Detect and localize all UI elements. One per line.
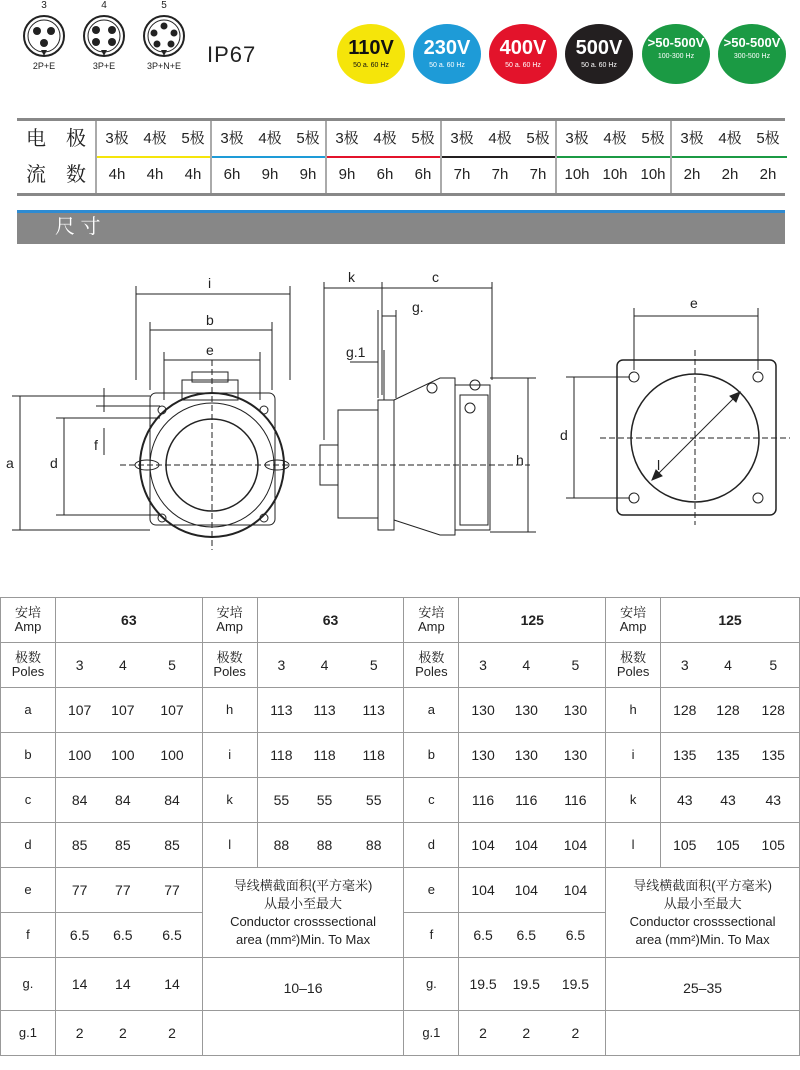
pole-num-cell: 5 — [546, 643, 606, 688]
poles-h2: 极 — [66, 128, 86, 150]
dim-letter-cell: l — [202, 823, 257, 868]
socket-3pin-icon — [22, 14, 66, 58]
dim-value-cell: 113 — [344, 688, 404, 733]
voltage-badge — [413, 24, 481, 84]
dim-value-cell: 130 — [507, 733, 546, 778]
dim-value-cell: 2 — [55, 1011, 103, 1056]
pole-cell: 4极 — [373, 130, 397, 147]
hours-cell: 6h — [414, 166, 432, 183]
dim-letter-cell: h — [202, 688, 257, 733]
voltage-hz: 50 a. 60 Hz — [581, 62, 617, 69]
dim-letter-cell: d — [404, 823, 459, 868]
dim-value-cell: 88 — [257, 823, 305, 868]
pole-num-cell: 3 — [459, 643, 507, 688]
label-b: b — [206, 312, 214, 328]
pole-cell: 4极 — [488, 130, 512, 147]
dim-value-cell: 130 — [546, 688, 606, 733]
note-en-2: area (mm²)Min. To Max — [235, 931, 371, 947]
dim-letter-cell: f — [404, 913, 459, 958]
pole-num-cell: 3 — [55, 643, 103, 688]
dim-value-cell: 14 — [142, 958, 202, 1011]
dim-value-cell: 130 — [507, 688, 546, 733]
label-k: k — [348, 269, 355, 285]
dim-letter-cell: l — [606, 823, 661, 868]
conductor-range-cell: 10–16 — [202, 958, 404, 1011]
note-en-1: Conductor crosssectional — [230, 913, 377, 929]
current-group — [440, 121, 557, 193]
table-row — [1, 688, 800, 733]
label-en: Poles — [415, 664, 448, 679]
dim-value-cell: 107 — [55, 688, 103, 733]
label-en: Poles — [213, 664, 246, 679]
dim-value-cell: 2 — [142, 1011, 202, 1056]
pin-config: 3P+E — [92, 61, 116, 71]
empty-cell — [606, 1011, 800, 1056]
pole-cell: 3极 — [105, 130, 129, 147]
label-cn: 极数 — [14, 650, 41, 665]
dim-value-cell: 130 — [546, 733, 606, 778]
pin-3-icon-group — [14, 0, 74, 71]
amp-value-cell: 63 — [55, 598, 202, 643]
hours-cell: 6h — [223, 166, 241, 183]
dim-value-cell: 128 — [747, 688, 799, 733]
dim-value-cell: 19.5 — [546, 958, 606, 1011]
dim-letter-cell: k — [606, 778, 661, 823]
dim-letter-cell: i — [202, 733, 257, 778]
amp-value-cell: 63 — [257, 598, 404, 643]
voltage-hz: 300-500 Hz — [733, 53, 771, 60]
current-group — [210, 121, 327, 193]
hours-cell: 9h — [299, 166, 317, 183]
table-row — [1, 958, 800, 1011]
amp-label-cell — [1, 598, 56, 643]
dim-value-cell: 100 — [55, 733, 103, 778]
dim-value-cell: 107 — [142, 688, 202, 733]
pin-config: 3P+N+E — [146, 61, 182, 71]
dimension-drawing — [0, 260, 800, 580]
dim-letter-cell: h — [606, 688, 661, 733]
dim-letter-cell: d — [1, 823, 56, 868]
note-cn-2: 从最小至最大 — [264, 895, 343, 911]
dim-letter-cell: c — [404, 778, 459, 823]
voltage-label: >50-500V — [647, 35, 705, 50]
dim-value-cell: 118 — [257, 733, 305, 778]
label-e-front: e — [206, 342, 214, 358]
dim-value-cell: 6.5 — [142, 913, 202, 958]
voltage-label: 230V — [423, 37, 471, 59]
voltage-hz: 50 a. 60 Hz — [429, 62, 465, 69]
dim-value-cell: 88 — [344, 823, 404, 868]
pole-num-cell: 4 — [103, 643, 142, 688]
dim-value-cell: 116 — [459, 778, 507, 823]
hours-cell: 4h — [108, 166, 126, 183]
hours-cell: 10h — [640, 166, 666, 183]
amp-value-cell: 125 — [661, 598, 800, 643]
hours-cell: 2h — [759, 166, 777, 183]
pin-5-icon-group — [134, 0, 194, 71]
pole-cell: 3极 — [450, 130, 474, 147]
voltage-label: 500V — [575, 37, 623, 59]
socket-5pin-icon — [142, 14, 186, 58]
hours-cell: 4h — [146, 166, 164, 183]
dim-value-cell: 84 — [55, 778, 103, 823]
current-h1b: 流 — [26, 164, 46, 186]
current-group — [95, 121, 212, 193]
pole-cell: 4极 — [258, 130, 282, 147]
table-row — [1, 823, 800, 868]
label-i: i — [208, 275, 212, 291]
label-cn: 极数 — [216, 650, 243, 665]
label-g: g. — [412, 299, 424, 315]
dim-value-cell: 118 — [305, 733, 344, 778]
dim-value-cell: 84 — [103, 778, 142, 823]
socket-4pin-icon — [82, 14, 126, 58]
dim-letter-cell: a — [404, 688, 459, 733]
pin-4-icon-group — [74, 0, 134, 71]
dim-value-cell: 100 — [142, 733, 202, 778]
label-en: Amp — [14, 619, 42, 634]
note-en-2: area (mm²)Min. To Max — [635, 931, 770, 947]
dim-value-cell: 6.5 — [55, 913, 103, 958]
dim-value-cell: 104 — [546, 823, 606, 868]
table-row — [1, 733, 800, 778]
pole-cell: 3极 — [565, 130, 589, 147]
amp-label-cell — [606, 598, 661, 643]
pole-num-cell: 5 — [747, 643, 799, 688]
dim-value-cell: 128 — [709, 688, 748, 733]
pin-count: 5 — [161, 0, 167, 11]
label-cn: 安培 — [418, 605, 445, 620]
note-cn-2: 从最小至最大 — [663, 895, 742, 911]
voltage-badge — [565, 24, 633, 84]
label-h: h — [516, 452, 524, 468]
pole-cell: 4极 — [718, 130, 742, 147]
note-cn-1: 导线横截面积(平方毫米) — [233, 877, 373, 893]
voltage-label: 110V — [348, 37, 394, 59]
voltage-badge — [642, 24, 710, 84]
voltage-hz: 50 a. 60 Hz — [505, 62, 541, 69]
table-row — [1, 778, 800, 823]
dim-value-cell: 113 — [257, 688, 305, 733]
hours-cell: 7h — [529, 166, 547, 183]
current-group — [555, 121, 672, 193]
label-a: a — [6, 455, 14, 471]
label-d-front: d — [50, 455, 58, 471]
dim-value-cell: 105 — [661, 823, 709, 868]
dim-value-cell: 77 — [142, 868, 202, 913]
amp-label-cell — [202, 598, 257, 643]
pole-num-cell: 4 — [709, 643, 748, 688]
poles-label-cell — [202, 643, 257, 688]
dim-value-cell: 85 — [103, 823, 142, 868]
pole-num-cell: 3 — [257, 643, 305, 688]
conductor-note-cell — [606, 868, 800, 958]
dim-letter-cell: f — [1, 913, 56, 958]
dimension-table — [0, 597, 800, 1056]
poles-header — [57, 121, 95, 193]
label-e-flange: e — [690, 295, 698, 311]
dim-value-cell: 55 — [344, 778, 404, 823]
pole-cell: 4极 — [143, 130, 167, 147]
dim-value-cell: 19.5 — [459, 958, 507, 1011]
hours-cell: 9h — [261, 166, 279, 183]
section-title: 尺 寸 — [55, 216, 101, 238]
amp-value-cell: 125 — [459, 598, 606, 643]
current-header — [17, 121, 55, 193]
label-en: Amp — [216, 619, 244, 634]
dim-value-cell: 135 — [709, 733, 748, 778]
dim-value-cell: 107 — [103, 688, 142, 733]
label-f: f — [94, 437, 98, 453]
dim-value-cell: 2 — [507, 1011, 546, 1056]
dim-letter-cell: b — [404, 733, 459, 778]
dim-value-cell: 85 — [55, 823, 103, 868]
dim-value-cell: 104 — [459, 823, 507, 868]
pole-num-cell: 3 — [661, 643, 709, 688]
poles-label-cell — [404, 643, 459, 688]
pin-count: 4 — [101, 0, 107, 11]
pole-cell: 5极 — [181, 130, 205, 147]
conductor-range-cell: 25–35 — [606, 958, 800, 1011]
dim-letter-cell: g.1 — [1, 1011, 56, 1056]
dim-value-cell: 116 — [546, 778, 606, 823]
label-cn: 极数 — [418, 650, 445, 665]
voltage-label: >50-500V — [723, 35, 781, 50]
pole-cell: 5极 — [411, 130, 435, 147]
hours-cell: 4h — [184, 166, 202, 183]
pole-num-cell: 4 — [305, 643, 344, 688]
dim-value-cell: 14 — [55, 958, 103, 1011]
dim-letter-cell: g. — [1, 958, 56, 1011]
dim-value-cell: 135 — [747, 733, 799, 778]
note-en-1: Conductor crosssectional — [629, 913, 776, 929]
dim-value-cell: 43 — [747, 778, 799, 823]
hours-cell: 7h — [491, 166, 509, 183]
voltage-badge — [489, 24, 557, 84]
current-h1: 电 — [26, 128, 46, 150]
pole-num-cell: 4 — [507, 643, 546, 688]
table-row — [1, 1011, 800, 1056]
poles-label-cell — [606, 643, 661, 688]
current-group — [325, 121, 442, 193]
poles-label-cell — [1, 643, 56, 688]
dim-value-cell: 113 — [305, 688, 344, 733]
dim-letter-cell: k — [202, 778, 257, 823]
dim-value-cell: 55 — [305, 778, 344, 823]
pole-cell: 5极 — [641, 130, 665, 147]
dim-letter-cell: a — [1, 688, 56, 733]
dim-value-cell: 77 — [55, 868, 103, 913]
dim-value-cell: 130 — [459, 688, 507, 733]
dim-value-cell: 135 — [661, 733, 709, 778]
current-group — [670, 121, 787, 193]
voltage-badge — [718, 24, 786, 84]
dim-value-cell: 104 — [507, 823, 546, 868]
dim-value-cell: 2 — [103, 1011, 142, 1056]
dim-letter-cell: i — [606, 733, 661, 778]
pole-cell: 3极 — [335, 130, 359, 147]
label-cn: 安培 — [216, 605, 243, 620]
label-cn: 极数 — [620, 650, 647, 665]
dim-value-cell: 85 — [142, 823, 202, 868]
empty-cell — [202, 1011, 404, 1056]
voltage-hz: 100-300 Hz — [657, 53, 695, 60]
pole-num-cell: 5 — [344, 643, 404, 688]
dim-letter-cell: e — [404, 868, 459, 913]
dim-value-cell: 55 — [257, 778, 305, 823]
dim-letter-cell: e — [1, 868, 56, 913]
label-en: Poles — [11, 664, 45, 679]
amp-label-cell — [404, 598, 459, 643]
dim-value-cell: 104 — [507, 868, 546, 913]
dim-value-cell: 43 — [661, 778, 709, 823]
dim-value-cell: 6.5 — [507, 913, 546, 958]
table-row — [1, 598, 800, 643]
voltage-hz: 50 a. 60 Hz — [353, 62, 389, 69]
pole-cell: 3极 — [680, 130, 704, 147]
hours-cell: 2h — [721, 166, 739, 183]
dim-value-cell: 19.5 — [507, 958, 546, 1011]
pole-cell: 4极 — [603, 130, 627, 147]
dim-value-cell: 77 — [103, 868, 142, 913]
label-g1: g.1 — [346, 344, 366, 360]
dim-value-cell: 128 — [661, 688, 709, 733]
poles-h2b: 数 — [66, 164, 86, 186]
dim-value-cell: 6.5 — [546, 913, 606, 958]
voltage-label: 400V — [499, 37, 547, 59]
dim-value-cell: 104 — [546, 868, 606, 913]
hours-cell: 6h — [376, 166, 394, 183]
dim-value-cell: 104 — [459, 868, 507, 913]
conductor-note-cell — [202, 868, 404, 958]
label-d-flange: d — [560, 427, 568, 443]
pole-cell: 5极 — [296, 130, 320, 147]
voltage-badge — [337, 24, 405, 84]
current-table — [17, 118, 785, 196]
note-cn-1: 导线横截面积(平方毫米) — [633, 877, 772, 893]
dim-letter-cell: g.1 — [404, 1011, 459, 1056]
dim-value-cell: 105 — [747, 823, 799, 868]
label-en: Poles — [616, 664, 650, 679]
label-en: Amp — [418, 619, 445, 634]
pin-config: 2P+E — [32, 61, 56, 71]
dim-value-cell: 6.5 — [459, 913, 507, 958]
label-cn: 安培 — [620, 605, 647, 620]
section-bar — [17, 210, 785, 244]
pin-count: 3 — [41, 0, 47, 11]
dim-letter-cell: b — [1, 733, 56, 778]
dim-value-cell: 100 — [103, 733, 142, 778]
hours-cell: 10h — [602, 166, 628, 183]
hours-cell: 2h — [683, 166, 701, 183]
label-l: l — [657, 457, 661, 473]
dim-value-cell: 88 — [305, 823, 344, 868]
label-c: c — [432, 269, 439, 285]
pole-cell: 5极 — [756, 130, 780, 147]
pole-num-cell: 5 — [142, 643, 202, 688]
dim-value-cell: 2 — [459, 1011, 507, 1056]
dim-value-cell: 118 — [344, 733, 404, 778]
table-row — [1, 643, 800, 688]
dim-value-cell: 43 — [709, 778, 748, 823]
pole-cell: 3极 — [220, 130, 244, 147]
pole-cell: 5极 — [526, 130, 550, 147]
label-cn: 安培 — [14, 605, 41, 620]
label-en: Amp — [619, 619, 647, 634]
hours-cell: 9h — [338, 166, 356, 183]
dim-value-cell: 6.5 — [103, 913, 142, 958]
dim-letter-cell: g. — [404, 958, 459, 1011]
dim-value-cell: 105 — [709, 823, 748, 868]
hours-cell: 7h — [453, 166, 471, 183]
dim-value-cell: 130 — [459, 733, 507, 778]
dim-value-cell: 116 — [507, 778, 546, 823]
dim-value-cell: 2 — [546, 1011, 606, 1056]
dim-letter-cell: c — [1, 778, 56, 823]
dim-value-cell: 84 — [142, 778, 202, 823]
ip-rating: IP67 — [207, 42, 257, 67]
dim-value-cell: 14 — [103, 958, 142, 1011]
hours-cell: 10h — [564, 166, 590, 183]
table-row — [1, 868, 800, 913]
section-accent — [17, 210, 785, 213]
